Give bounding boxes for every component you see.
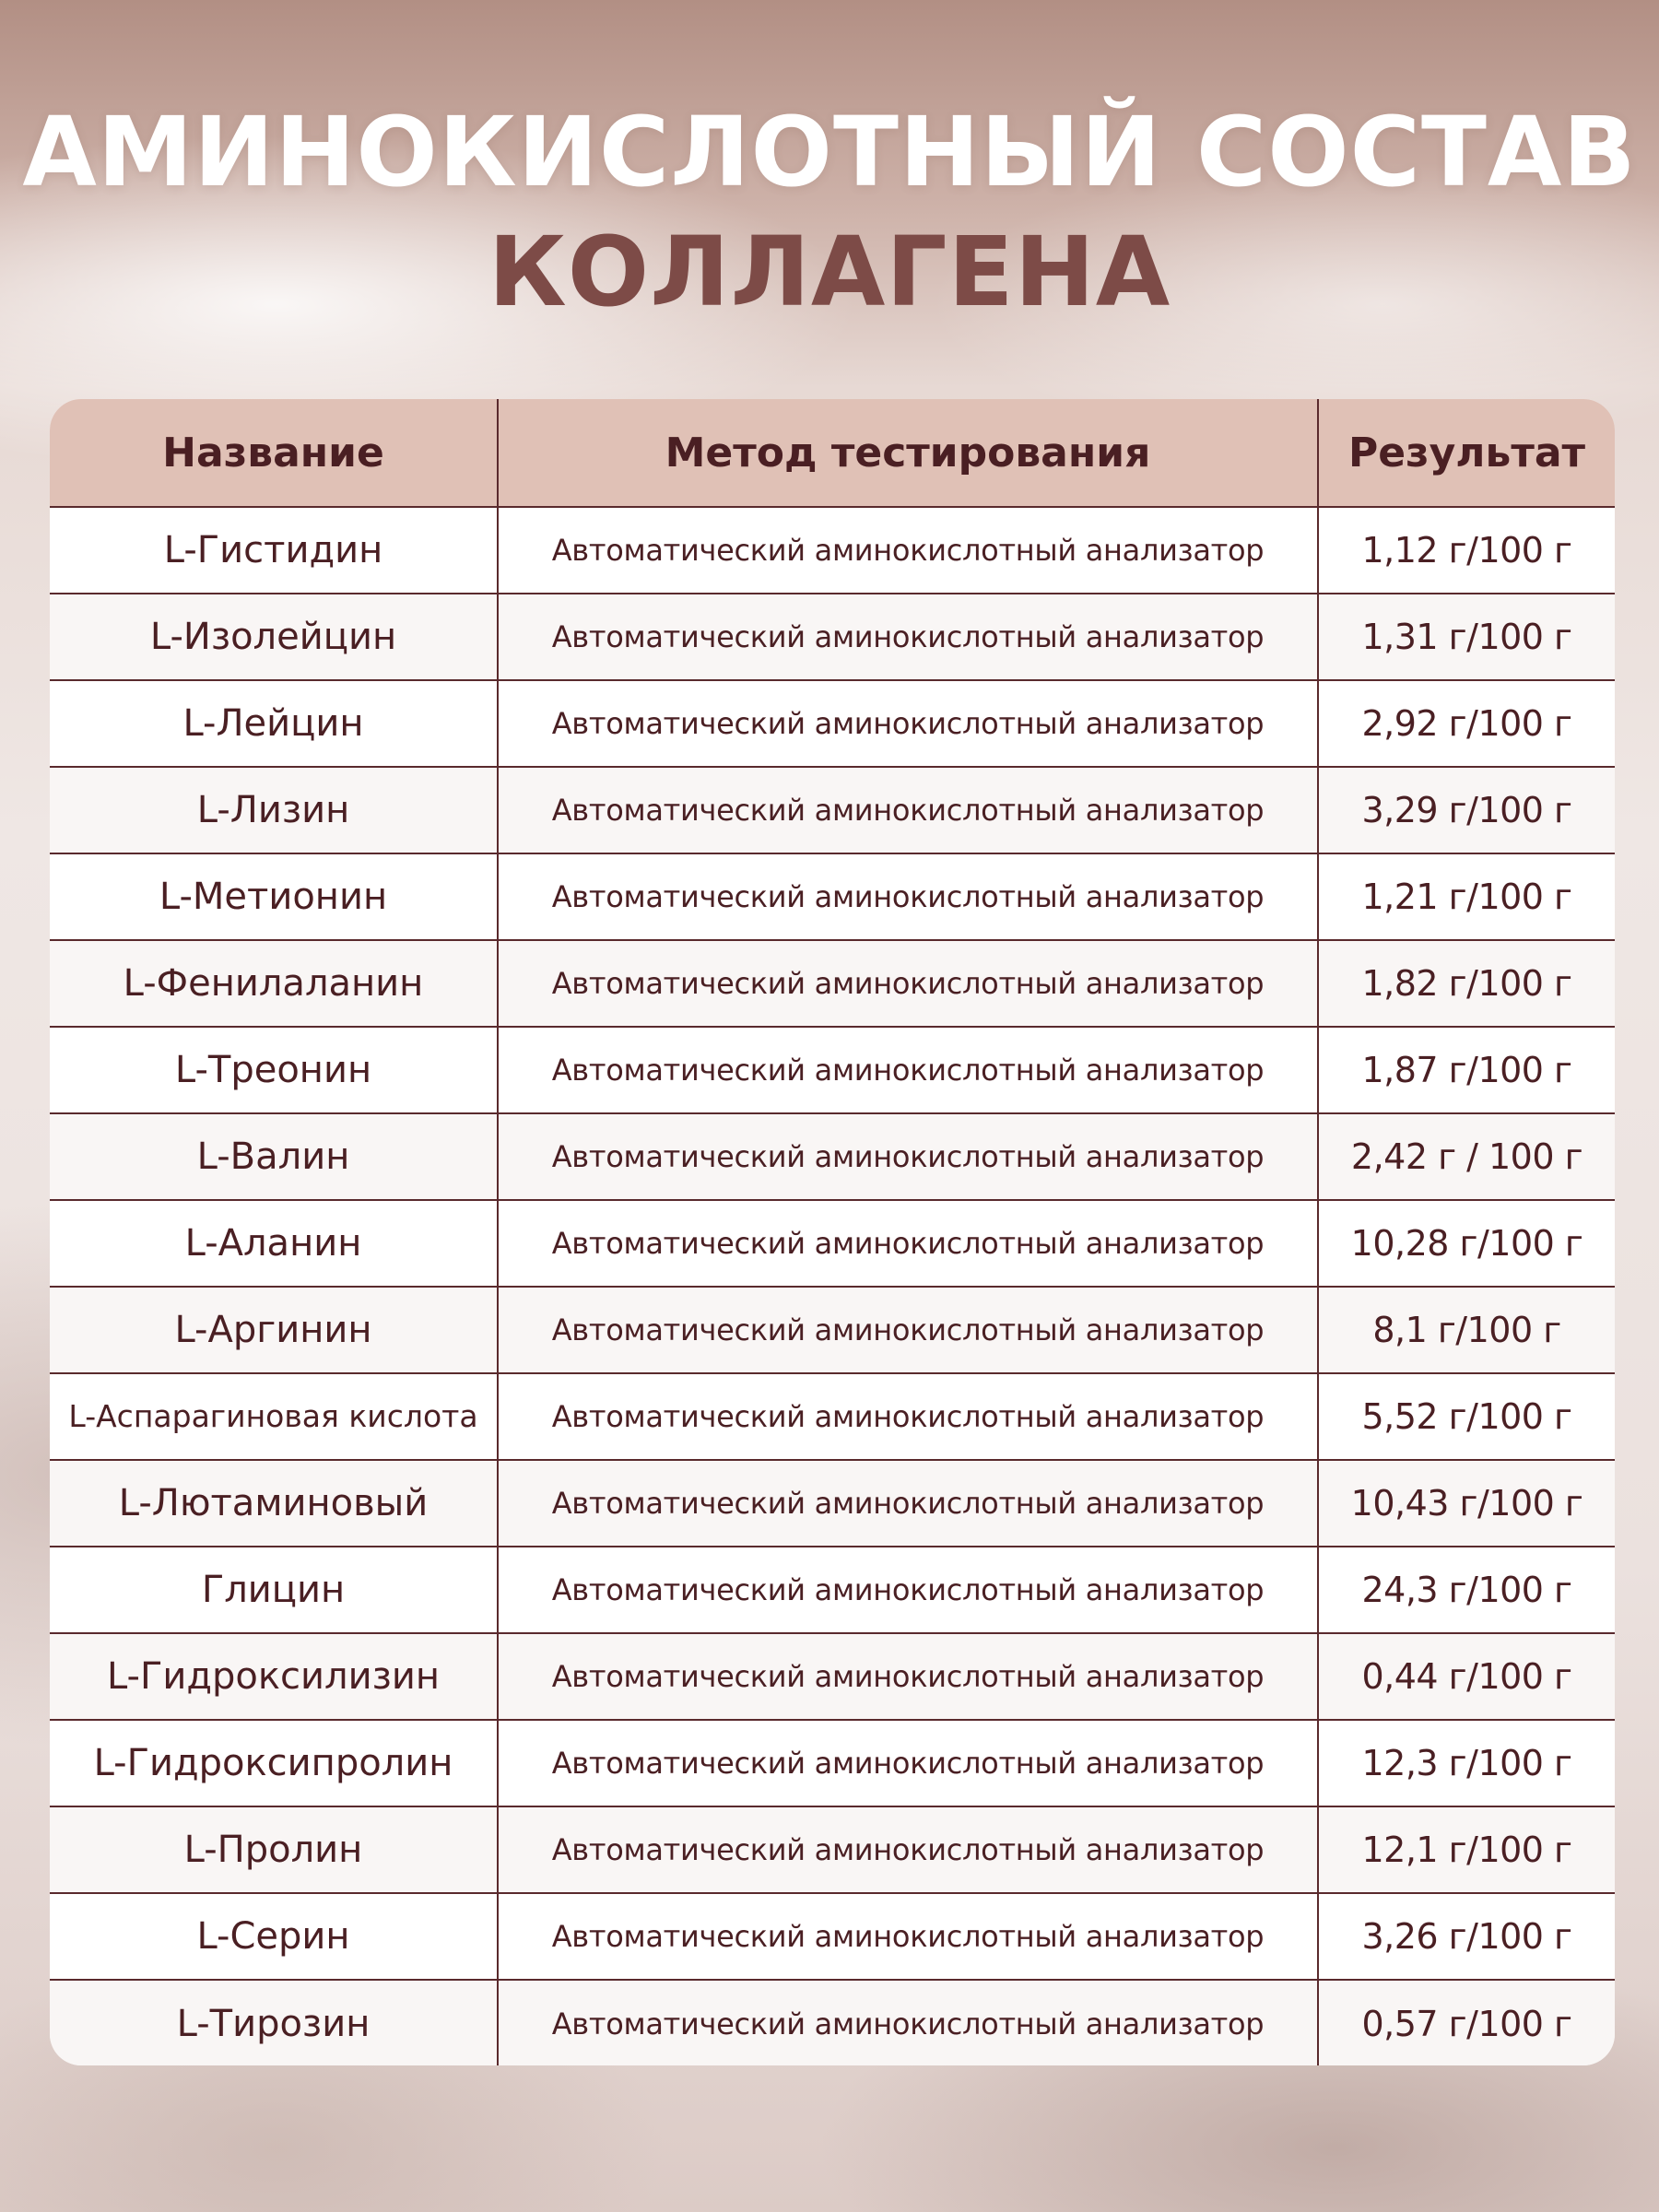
amino-acid-name: L-Фенилаланин [50,940,498,1027]
test-method: Автоматический аминокислотный анализатор [498,1633,1318,1720]
test-method: Автоматический аминокислотный анализатор [498,1373,1318,1460]
title-line-accent: КОЛЛАГЕНА [488,216,1171,328]
test-result: 2,42 г / 100 г [1318,1113,1615,1200]
amino-acid-name: L-Серин [50,1893,498,1980]
amino-acid-name: Глицин [50,1547,498,1633]
amino-acid-name: L-Аланин [50,1200,498,1287]
test-result: 10,43 г/100 г [1318,1460,1615,1547]
test-result: 3,26 г/100 г [1318,1893,1615,1980]
test-result: 1,87 г/100 г [1318,1027,1615,1113]
test-result: 0,57 г/100 г [1318,1980,1615,2065]
amino-acid-name: L-Лизин [50,767,498,853]
amino-acid-name: L-Метионин [50,853,498,940]
amino-acid-name: L-Пролин [50,1806,498,1893]
table-row [50,1980,1615,2065]
title-line-primary: АМИНОКИСЛОТНЫЙ СОСТАВ [22,96,1637,208]
amino-acid-name: L-Лютаминовый [50,1460,498,1547]
test-method: Автоматический аминокислотный анализатор [498,1113,1318,1200]
column-header-method: Метод тестирования [498,399,1318,507]
test-method: Автоматический аминокислотный анализатор [498,1893,1318,1980]
table-row [50,1633,1615,1720]
test-result: 1,21 г/100 г [1318,853,1615,940]
amino-acid-name: L-Лейцин [50,680,498,767]
test-result: 10,28 г/100 г [1318,1200,1615,1287]
table-row [50,507,1615,594]
test-method: Автоматический аминокислотный анализатор [498,507,1318,594]
test-method: Автоматический аминокислотный анализатор [498,1980,1318,2065]
table-row [50,1027,1615,1113]
test-result: 5,52 г/100 г [1318,1373,1615,1460]
test-result: 1,31 г/100 г [1318,594,1615,680]
amino-acid-name: L-Аспарагиновая кислота [50,1373,498,1460]
test-result: 24,3 г/100 г [1318,1547,1615,1633]
amino-acid-name: L-Гистидин [50,507,498,594]
table-row [50,1460,1615,1547]
test-result: 1,82 г/100 г [1318,940,1615,1027]
test-result: 0,44 г/100 г [1318,1633,1615,1720]
amino-acid-name: L-Тирозин [176,2002,371,2045]
table-row [50,1720,1615,1806]
table-row [50,767,1615,853]
column-header-result: Результат [1318,399,1615,507]
amino-acid-name: L-Гидроксипролин [50,1720,498,1806]
test-method: Автоматический аминокислотный анализатор [498,940,1318,1027]
amino-acid-name: L-Гидроксилизин [50,1633,498,1720]
test-result: 2,92 г/100 г [1318,680,1615,767]
test-result: 12,3 г/100 г [1318,1720,1615,1806]
test-method: Автоматический аминокислотный анализатор [498,1287,1318,1373]
test-method: Автоматический аминокислотный анализатор [498,1200,1318,1287]
page-title [0,92,1659,332]
test-result: 3,29 г/100 г [1318,767,1615,853]
header-row [50,399,1615,507]
table-row [50,1113,1615,1200]
test-result: 1,12 г/100 г [1318,507,1615,594]
table-row [50,1287,1615,1373]
table-row [50,594,1615,680]
table-row [50,1893,1615,1980]
table-header [50,399,1615,507]
test-method: Автоматический аминокислотный анализатор [498,594,1318,680]
test-method: Автоматический аминокислотный анализатор [498,1027,1318,1113]
table-row [50,1200,1615,1287]
test-method: Автоматический аминокислотный анализатор [498,680,1318,767]
amino-acid-name: L-Треонин [50,1027,498,1113]
amino-acid-name: L-Изолейцин [50,594,498,680]
test-result: 12,1 г/100 г [1318,1806,1615,1893]
amino-acid-table [50,399,1615,2065]
test-method: Автоматический аминокислотный анализатор [498,853,1318,940]
table-row [50,1373,1615,1460]
amino-acid-name: L-Валин [50,1113,498,1200]
table-row [50,853,1615,940]
test-method: Автоматический аминокислотный анализатор [498,1547,1318,1633]
test-method: Автоматический аминокислотный анализатор [498,1720,1318,1806]
table-row [50,680,1615,767]
table-row [50,940,1615,1027]
column-header-name: Название [50,399,498,507]
table-row [50,1806,1615,1893]
test-method: Автоматический аминокислотный анализатор [498,1806,1318,1893]
test-method: Автоматический аминокислотный анализатор [498,767,1318,853]
table-row [50,1547,1615,1633]
test-result: 8,1 г/100 г [1318,1287,1615,1373]
test-method: Автоматический аминокислотный анализатор [498,1460,1318,1547]
amino-acid-name: L-Аргинин [50,1287,498,1373]
